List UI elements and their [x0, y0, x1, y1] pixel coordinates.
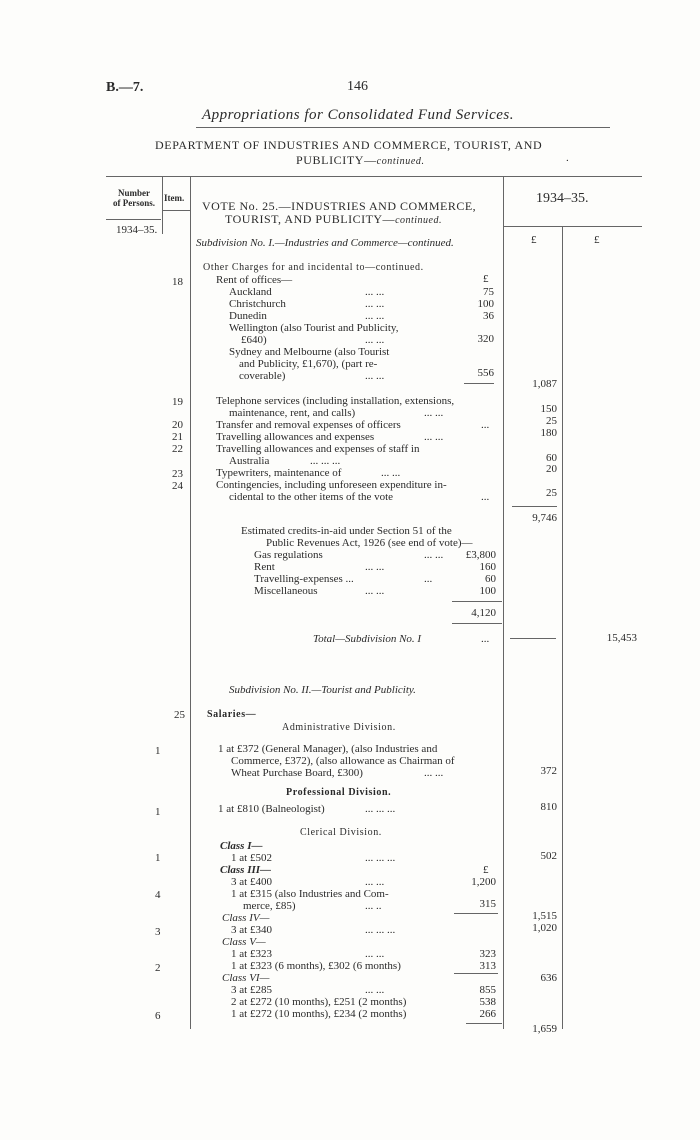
class-4-dots: ... ... ...	[365, 924, 396, 936]
contingencies-line2: cidental to the other items of the vote	[229, 491, 394, 503]
rent-dunedin-value: 36	[483, 310, 494, 322]
rent-wellington-value: 320	[477, 333, 494, 345]
transfer-value: 25	[546, 415, 557, 427]
year-column-left-divider	[503, 177, 504, 1029]
credit-misc-label: Miscellaneous	[254, 585, 318, 597]
prof-line: 1 at £810 (Balneologist)	[218, 803, 325, 815]
subdivision-1-total-rule	[510, 638, 556, 639]
telephone-line1: Telephone services (including installation, extensions,	[216, 395, 455, 407]
telephone-value: 150	[540, 403, 557, 415]
pound-sign-col2: £	[594, 234, 600, 246]
typewriters-dots: ... ...	[381, 467, 401, 479]
class-3-pound-sign: £	[483, 864, 489, 876]
prof-persons: 1	[155, 806, 161, 818]
telephone-dots: ... ...	[424, 407, 444, 419]
contingencies-line1: Contingencies, including unforeseen expenditure in-	[216, 479, 447, 491]
rent-sydney-line3: coverable)	[239, 370, 286, 382]
header-rule	[196, 127, 610, 128]
vote-heading-continued: continued.	[395, 215, 442, 226]
credit-travelling-dots: ...	[424, 573, 433, 585]
item-23: 23	[172, 468, 183, 480]
table-top-rule	[106, 176, 642, 177]
credit-travelling-value: 60	[485, 573, 496, 585]
administrative-division-heading: Administrative Division.	[282, 722, 396, 733]
class-6-persons: 6	[155, 1010, 161, 1022]
subdivision-1-total-label: Total—Subdivision No. I	[313, 633, 422, 645]
class-4-heading: Class IV—	[222, 912, 270, 924]
class-5-dots1: ... ...	[365, 948, 385, 960]
class-3-persons: 4	[155, 889, 161, 901]
contingencies-value: 25	[546, 487, 557, 499]
class-4-line: 3 at £340	[231, 924, 272, 936]
rent-dunedin-dots: ... ...	[365, 310, 385, 322]
rent-sydney-value: 556	[477, 367, 494, 379]
rent-sydney-line1: Sydney and Melbourne (also Tourist	[229, 346, 390, 358]
item-21: 21	[172, 431, 183, 443]
prof-value: 810	[540, 801, 557, 813]
travelling-text: Travelling allowances and expenses	[216, 431, 375, 443]
persons-header-rule	[106, 219, 161, 220]
year-column-heading: 1934–35.	[536, 191, 589, 206]
item-19: 19	[172, 396, 183, 408]
class-6-line2: 2 at £272 (10 months), £251 (2 months)	[231, 996, 407, 1008]
credit-misc-dots: ... ...	[365, 585, 385, 597]
class-5-inner-value1: 323	[479, 948, 496, 960]
persons-heading-line2: of Persons.	[113, 198, 155, 208]
rent-of-offices-label: Rent of offices—	[216, 274, 293, 286]
class-6-sum-rule	[466, 1023, 502, 1024]
item-20: 20	[172, 419, 183, 431]
persons-column-divider	[162, 177, 163, 234]
vote-heading-line1: VOTE No. 25.—INDUSTRIES AND COMMERCE,	[202, 199, 477, 213]
rent-sydney-line2: and Publicity, £1,670), (part re-	[239, 358, 378, 370]
class-5-line1: 1 at £323	[231, 948, 272, 960]
class-1-persons: 1	[155, 852, 161, 864]
class-1-heading: Class I—	[220, 840, 263, 852]
rent-christchurch-label: Christchurch	[229, 298, 286, 310]
admin-persons: 1	[155, 745, 161, 757]
transfer-dots: ...	[481, 419, 490, 431]
class-6-inner-value1: 855	[479, 984, 496, 996]
subdivision-2-heading: Subdivision No. II.—Tourist and Publicity.	[229, 684, 416, 696]
item-24: 24	[172, 480, 183, 492]
year-column-mid-divider	[562, 227, 563, 1029]
persons-column-heading	[106, 188, 162, 208]
rent-christchurch-value: 100	[477, 298, 494, 310]
department-heading-publicity: PUBLICITY—	[296, 153, 377, 167]
item-22: 22	[172, 443, 183, 455]
item-header-rule	[163, 210, 191, 211]
rent-wellington-line1: Wellington (also Tourist and Publicity,	[229, 322, 399, 334]
item-18: 18	[172, 276, 183, 288]
admin-line1: 1 at £372 (General Manager), (also Industries and	[218, 743, 438, 755]
class-6-dots1: ... ...	[365, 984, 385, 996]
travelling-staff-line1: Travelling allowances and expenses of staff in	[216, 443, 420, 455]
travelling-staff-value: 60	[546, 452, 557, 464]
rent-sum-rule	[464, 383, 494, 384]
class-3-heading: Class III—	[220, 864, 272, 876]
class-3-value: 1,515	[532, 910, 557, 922]
salaries-heading: Salaries—	[207, 709, 257, 720]
class-4-persons: 3	[155, 926, 161, 938]
credit-rent-dots: ... ...	[365, 561, 385, 573]
credit-gas-dots: ... ...	[424, 549, 444, 561]
vote-heading-line2	[225, 212, 442, 227]
rent-auckland-label: Auckland	[229, 286, 272, 298]
class-6-inner-value3: 266	[479, 1008, 496, 1020]
credits-total-value: 4,120	[471, 607, 496, 619]
item-column-heading: Item.	[164, 193, 185, 203]
stray-dot: .	[566, 152, 569, 164]
class-3-inner-value1: 1,200	[471, 876, 496, 888]
subtotal-rule	[512, 506, 557, 507]
credits-heading-line2: Public Revenues Act, 1926 (see end of vote)—	[266, 537, 473, 549]
subdivision-1-heading: Subdivision No. I.—Industries and Commerce—continued.	[196, 237, 454, 249]
class-5-sum-rule	[454, 973, 498, 974]
class-5-persons: 2	[155, 962, 161, 974]
department-heading-continued: continued.	[376, 156, 425, 167]
page-number: 146	[347, 79, 368, 94]
class-3-line3: merce, £85)	[243, 900, 296, 912]
credits-heading-line1: Estimated credits-in-aid under Section 51 of the	[241, 525, 452, 537]
subdivision-1-total-dots: ...	[481, 633, 490, 645]
class-6-value: 1,659	[532, 1023, 557, 1035]
class-5-heading: Class V—	[222, 936, 266, 948]
credit-travelling-label: Travelling-expenses ...	[254, 573, 354, 585]
class-1-dots: ... ... ...	[365, 852, 396, 864]
travelling-dots: ... ...	[424, 431, 444, 443]
credit-rent-value: 160	[479, 561, 496, 573]
professional-division-heading: Professional Division.	[286, 787, 392, 798]
contingencies-dots: ...	[481, 491, 490, 503]
year-header-rule	[503, 226, 642, 227]
department-heading-line2	[296, 153, 425, 168]
subtotal-value: 9,746	[532, 512, 557, 524]
prof-dots: ... ... ...	[365, 803, 396, 815]
persons-year-heading: 1934–35.	[116, 224, 158, 236]
class-6-heading: Class VI—	[222, 972, 270, 984]
credit-gas-label: Gas regulations	[254, 549, 323, 561]
class-3-dots3: ... ..	[365, 900, 382, 912]
department-heading-line1: DEPARTMENT OF INDUSTRIES AND COMMERCE, TOURIST, AND	[155, 138, 543, 152]
other-charges-heading: Other Charges for and incidental to—continued.	[203, 262, 424, 273]
class-3-sum-rule	[454, 913, 498, 914]
credits-sum-rule	[452, 601, 502, 602]
travelling-value: 180	[540, 427, 557, 439]
subdivision-1-total-value: 15,453	[606, 632, 637, 644]
class-3-line2: 1 at £315 (also Industries and Com-	[231, 888, 389, 900]
class-5-line2: 1 at £323 (6 months), £302 (6 months)	[231, 960, 401, 972]
page-reference: B.—7.	[106, 80, 144, 95]
class-3-line1: 3 at £400	[231, 876, 272, 888]
credit-gas-value: £3,800	[465, 549, 496, 561]
travelling-staff-dots: ... ... ...	[310, 455, 341, 467]
class-5-inner-value2: 313	[479, 960, 496, 972]
rent-wellington-line2: £640)	[241, 334, 267, 346]
pound-sign-col1: £	[531, 234, 537, 246]
rent-sydney-dots: ... ...	[365, 370, 385, 382]
class-3-dots1: ... ...	[365, 876, 385, 888]
credit-rent-label: Rent	[254, 561, 275, 573]
transfer-text: Transfer and removal expenses of officers	[216, 419, 401, 431]
clerical-division-heading: Clerical Division.	[300, 827, 382, 838]
class-1-line: 1 at £502	[231, 852, 272, 864]
rent-dunedin-label: Dunedin	[229, 310, 267, 322]
class-6-line1: 3 at £285	[231, 984, 272, 996]
admin-line3: Wheat Purchase Board, £300)	[231, 767, 363, 779]
typewriters-text: Typewriters, maintenance of	[216, 467, 342, 479]
rent-total-value: 1,087	[532, 378, 557, 390]
rent-auckland-dots: ... ...	[365, 286, 385, 298]
rent-wellington-dots: ... ...	[365, 334, 385, 346]
admin-line2: Commerce, £372), (also allowance as Chairman of	[231, 755, 455, 767]
class-3-inner-value2: 315	[479, 898, 496, 910]
item-column-divider	[190, 177, 191, 1029]
class-5-value: 636	[540, 972, 557, 984]
running-title: Appropriations for Consolidated Fund Services.	[202, 107, 515, 123]
class-6-inner-value2: 538	[479, 996, 496, 1008]
rent-auckland-value: 75	[483, 286, 494, 298]
vote-heading-tourist: TOURIST, AND PUBLICITY—	[225, 212, 396, 226]
rent-christchurch-dots: ... ...	[365, 298, 385, 310]
persons-heading-line1: Number	[118, 188, 150, 198]
rent-pound-sign: £	[483, 273, 489, 285]
class-6-line3: 1 at £272 (10 months), £234 (2 months)	[231, 1008, 407, 1020]
admin-dots: ... ...	[424, 767, 444, 779]
travelling-staff-line2: Australia	[229, 455, 270, 467]
credit-misc-value: 100	[479, 585, 496, 597]
typewriters-value: 20	[546, 463, 557, 475]
item-25: 25	[174, 709, 185, 721]
telephone-line2: maintenance, rent, and calls)	[229, 407, 356, 419]
credits-bottom-rule	[452, 623, 502, 624]
class-4-value: 1,020	[532, 922, 557, 934]
class-1-value: 502	[540, 850, 557, 862]
admin-value: 372	[540, 765, 557, 777]
